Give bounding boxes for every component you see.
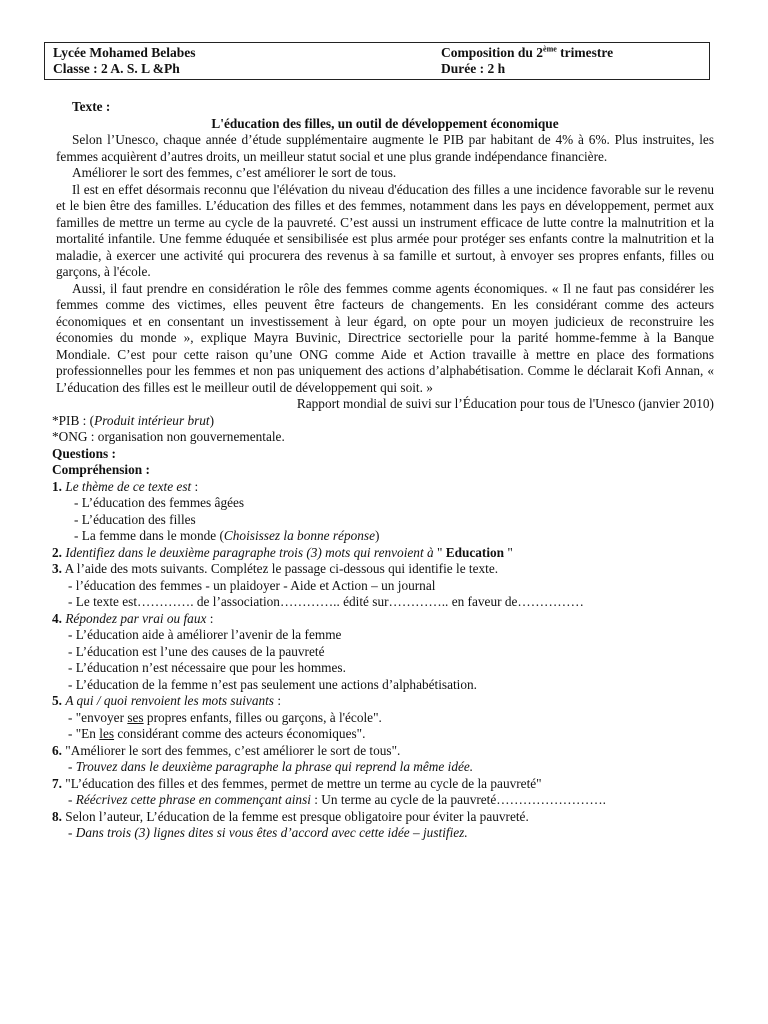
question-8: 8. Selon l’auteur, L’éducation de la femme est presque obligatoire pour éviter la pauvreté. [52,808,529,824]
footnote-ong: *ONG : organisation non gouvernementale. [52,429,285,444]
q5-item-a: - "envoyer ses propres enfants, filles ou garçons, à l'école". [68,709,382,725]
q8-instruction: - Dans trois (3) lignes dites si vous êtes d’accord avec cette idée – justifiez. [68,825,468,840]
exam-title: Composition du 2ème trimestre [441,44,614,60]
q4-item: - L’éducation aide à améliorer l’avenir de la femme [68,627,342,642]
text-title: L'éducation des filles, un outil de développement économique [211,115,559,131]
q3-words: - l’éducation des femmes - un plaidoyer - Aide et Action – un journal [68,577,436,593]
text-label: Texte : [72,99,111,114]
footnote-pib: *PIB : (Produit intérieur brut) [52,412,215,428]
school-name: Lycée Mohamed Belabes [53,45,196,60]
document-body [54,99,714,842]
paragraph-3: Il est en effet désormais reconnu que l'élévation du niveau d'éducation des filles a une incidence favorable sur le revenu et le bien être des familles. L’éducation des filles et des femmes, notamment dans les pays en développement, permet aux familles de mettre un terme au cycle de la pauvreté. C’est aussi un instrument efficace de lutte contre la malnutrition et la mortalité infantile. Une femme éduquée et sensibilisée est plus armée pour protéger ses enfants contre la malnutrition et la maladie, à exercer une activité qui procurera des revenus à sa famille et surtout, à envoyer ses propres enfants, filles ou garçons, à l'école. [56,181,714,279]
question-3: 3. A l’aide des mots suivants. Complétez le passage ci-dessous qui identifie le texte. [52,561,499,576]
q4-item: - L’éducation n’est nécessaire que pour les hommes. [68,660,346,675]
q1-option: - La femme dans le monde (Choisissez la bonne réponse) [74,528,380,543]
reading-text [54,99,714,413]
paragraph-2: Améliorer le sort des femmes, c’est améliorer le sort de tous. [72,165,397,180]
question-5: 5. A qui / quoi renvoient les mots suivants : [52,693,282,708]
exam-duration: Durée : 2 h [441,61,506,76]
class-name: Classe : 2 A. S. L &Ph [53,61,180,76]
section-heading: Compréhension : [52,462,150,477]
question-2: 2. Identifiez dans le deuxième paragraphe trois (3) mots qui renvoient à " Education " [52,544,513,560]
paragraph-1: Selon l’Unesco, chaque année d’étude supplémentaire augmente le PIB par habitant de 4% à 6%. Plus instruites, les femmes acquièrent d’autres droits, un meilleur statut social et une plus grande indépendance financière. [56,132,714,164]
q1-option: - L’éducation des femmes âgées [74,495,245,510]
q3-passage: - Le texte est…………. de l’association………….. édité sur………….. en faveur de…………… [68,594,584,609]
questions-heading: Questions : [52,445,116,461]
q1-option: - L’éducation des filles [74,511,196,527]
question-4: 4. Répondez par vrai ou faux : [52,610,214,626]
paragraph-4: Aussi, il faut prendre en considération le rôle des femmes comme agents économiques. « Il ne faut pas considérer les femmes comme des victimes, elles peuvent être facteurs de changements. En les considérant comme des acteurs économiques et en consentant un investissement à leur égard, on opte pour un moyen judicieux de reconstruire les économies du monde », explique Mayra Buvinic, Directrice sectorielle pour la parité homme-femme à la Banque Mondiale. C’est pour cette raison qu’une ONG comme Aide et Action travaille à mettre en place des formations professionnelles pour les femmes et non pas uniquement des actions d’alphabétisation. Comme le déclarait Kofi Annan, « L’éducation des filles est le meilleur outil de développement qui soit. » [56,280,714,395]
q4-item: - L’éducation de la femme n’est pas seulement une actions d’alphabétisation. [68,676,477,692]
question-1: 1. Le thème de ce texte est : [52,478,199,494]
q6-instruction: - Trouvez dans le deuxième paragraphe la phrase qui reprend la même idée. [68,759,474,774]
q4-item: - L’éducation est l’une des causes de la pauvreté [68,643,325,659]
exam-header [44,42,710,80]
q7-instruction: - Réécrivez cette phrase en commençant ainsi : Un terme au cycle de la pauvreté……………………. [68,792,606,807]
school-info [53,45,195,77]
text-source: Rapport mondial de suivi sur l’Éducation pour tous de l'Unesco (janvier 2010) [296,396,714,411]
question-7: 7. "L’éducation des filles et des femmes, permet de mettre un terme au cycle de la pauvreté" [52,775,542,791]
question-6: 6. "Améliorer le sort des femmes, c’est améliorer le sort de tous". [52,742,401,758]
q5-item-b: - "En les considérant comme des acteurs économiques". [68,726,366,741]
exam-info [441,45,613,77]
